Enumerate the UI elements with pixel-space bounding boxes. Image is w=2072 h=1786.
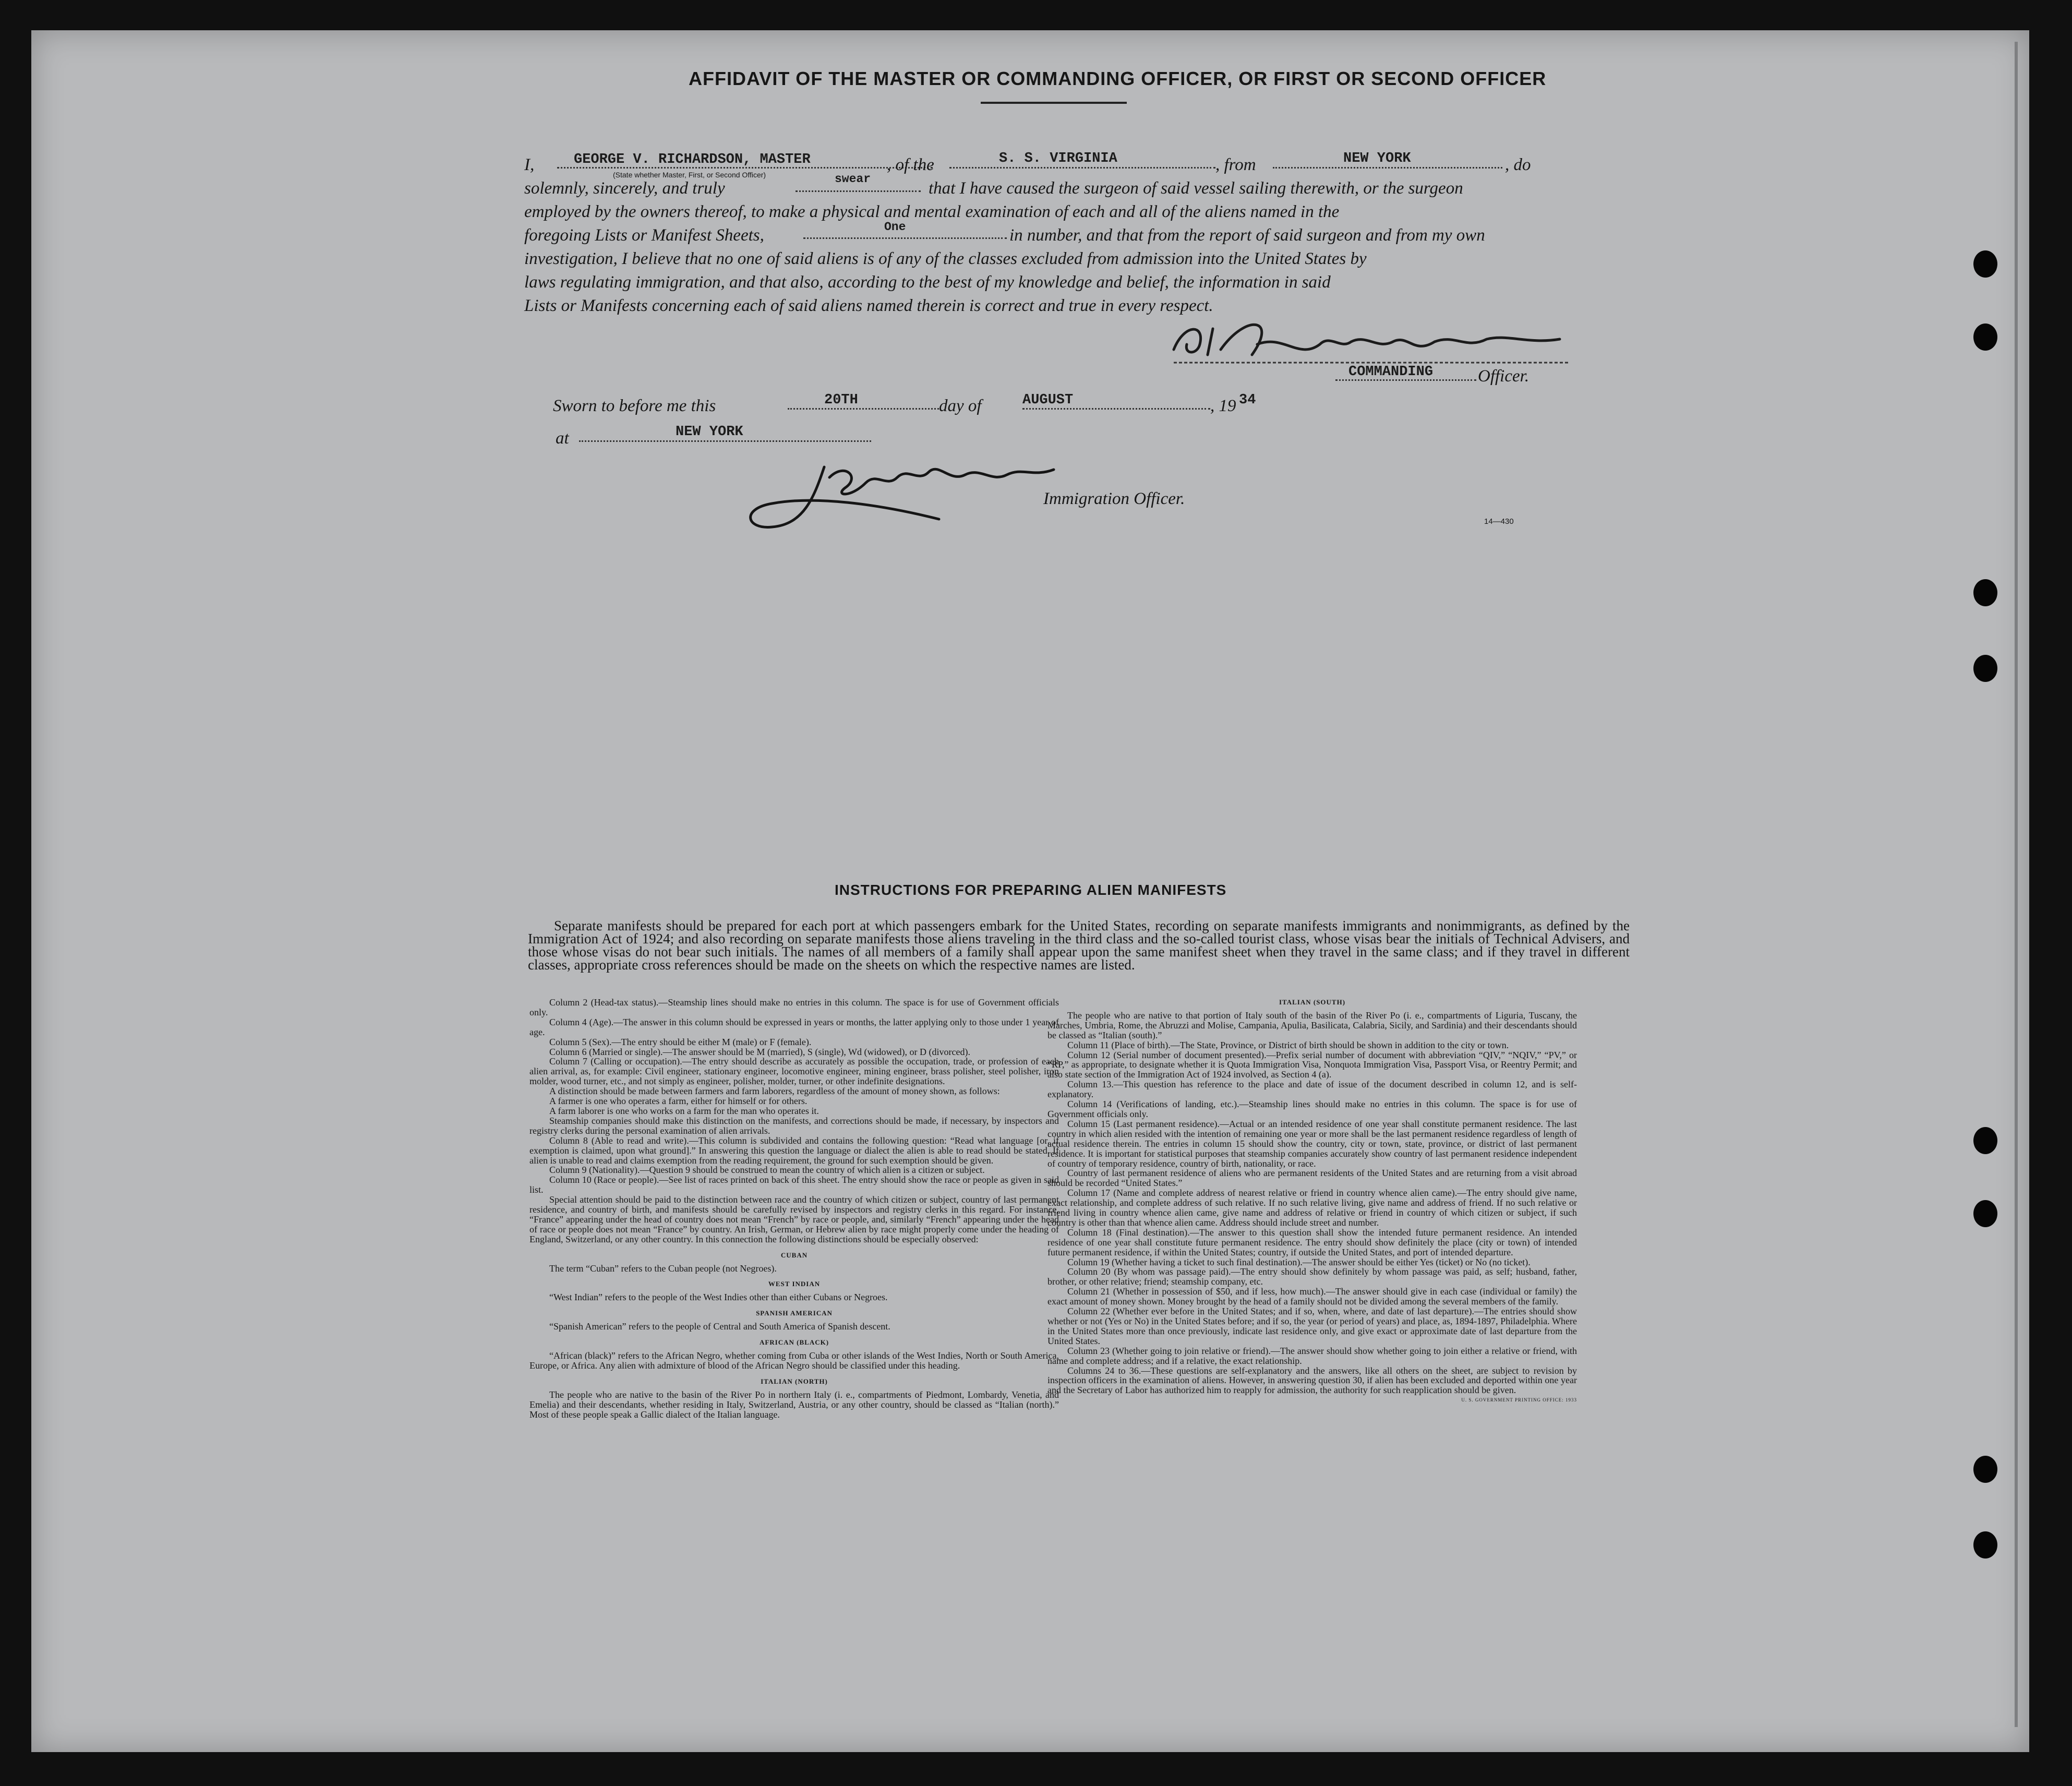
form-number: 14—430	[1484, 517, 1514, 526]
affidavit-title: AFFIDAVIT OF THE MASTER OR COMMANDING OFFICER, OR FIRST OR SECOND OFFICER	[689, 68, 1547, 89]
paragraph: Column 9 (Nationality).—Question 9 should be construed to mean the country of which alien is a citizen or subject.	[549, 1165, 985, 1176]
heading-spanish-american: SPANISH AMERICAN	[756, 1309, 833, 1317]
affidavit-line-3: employed by the owners thereof, to make a physical and mental examination of each and all of the aliens named in the	[524, 202, 1340, 221]
sworn-month: AUGUST	[1022, 392, 1074, 408]
binder-hole	[1973, 655, 1997, 682]
binder-hole	[1973, 1200, 1997, 1227]
immigration-officer-signature	[741, 446, 1064, 537]
of-the-text: , of the	[887, 155, 934, 174]
master-signature	[1163, 313, 1581, 370]
paragraph: Column 6 (Married or single).—The answer should be M (married), S (single), Wd (widowed), or D (divorced).	[549, 1046, 970, 1057]
manifest-count: One	[884, 220, 906, 234]
paragraph: Columns 24 to 36.—These questions are self-explanatory and the answers, like all others on the sheet, are subject to revision by inspection officers in the examination of aliens. However, in answering question 30, if alien has been excluded and deported within one year and the Secretary of Labor has authorized him to reapply for admission, the authority for such reapplication should be given.	[1047, 1365, 1577, 1396]
heading-italian-north: ITALIAN (NORTH)	[761, 1377, 828, 1385]
title-underline	[981, 102, 1127, 104]
departure-port: NEW YORK	[1343, 151, 1411, 166]
paragraph: Column 23 (Whether going to join relative or friend).—The answer should show whether going to join either a relative or friend, with name and complete address; and if a relative, the exact relationship.	[1047, 1345, 1577, 1366]
paragraph: “West Indian” refers to the people of the West Indies other than either Cubans or Negroes.	[549, 1292, 888, 1303]
affidavit-line-2	[524, 179, 725, 198]
instructions-right-column	[1047, 998, 1577, 1405]
paragraph: “African (black)” refers to the African Negro, whether coming from Cuba or other islands of the West Indies, North or South America, Europe, or Africa. Any alien with admixture of blood of the African Negro should be classified under this heading.	[529, 1350, 1059, 1371]
oath-underline	[796, 190, 921, 192]
binder-hole	[1973, 579, 1997, 606]
paragraph: Column 17 (Name and complete address of nearest relative or friend in country whence alien came).—The entry should give name, exact relationship, and complete address of such relative. If no such relative living, give name and address of friend. If no such relative or friend living in country whence alien came, give name and address of relative or friend in country of which citizen or subject, if such country is other than that whence alien came. Address should include street and number.	[1047, 1188, 1577, 1228]
immigration-officer-label: Immigration Officer.	[1043, 489, 1185, 508]
binder-hole	[1973, 1456, 1997, 1483]
paragraph: Column 14 (Verifications of landing, etc.).—Steamship lines should make no entries in this column. The space is for use of Government officials only.	[1047, 1099, 1577, 1119]
heading-cuban: CUBAN	[780, 1251, 808, 1259]
paragraph: Column 5 (Sex).—The entry should be either M (male) or F (female).	[549, 1036, 812, 1047]
paragraph: Column 19 (Whether having a ticket to such final destination).—The answer should be either Yes (ticket) or No (no ticket).	[1067, 1256, 1531, 1267]
paragraph: Special attention should be paid to the distinction between race and the country of which citizen or subject, country of last permanent residence, and country of birth, and manifests should be carefully revised by inspectors and registry clerks in this regard. For instance, “France” appearing under the head of country does not mean “French” by race or people, and, similarly “French” appearing under the head of race or people does not mean “France” by country. An Irish, German, or Hebrew alien by race might properly come under the heading of England, Switzerland, or any other country. In this connection the following distinctions should be especially observed:	[529, 1194, 1059, 1244]
officer-rank: COMMANDING	[1348, 364, 1433, 380]
officer-label: Officer.	[1478, 367, 1529, 386]
paragraph: Column 11 (Place of birth).—The State, Province, or District of birth should be shown in addition to the city or town.	[1067, 1039, 1509, 1050]
do-text: , do	[1505, 155, 1531, 174]
at-label: at	[556, 429, 569, 448]
affidavit-line-5: investigation, I believe that no one of said aliens is of any of the classes excluded from admission into the United States by	[524, 249, 1367, 268]
oath-verb: swear	[835, 172, 871, 186]
name-caption: (State whether Master, First, or Second Officer)	[613, 171, 766, 179]
month-underline	[1022, 408, 1210, 410]
heading-african: AFRICAN (BLACK)	[759, 1338, 829, 1347]
paragraph: “Spanish American” refers to the people of Central and South America of Spanish descent.	[549, 1321, 890, 1332]
paragraph: Column 10 (Race or people).—See list of races printed on back of this sheet. The entry should show the race or people as given in said list.	[529, 1174, 1059, 1195]
paragraph: Column 22 (Whether ever before in the United States; and if so, when, where, and date of last departure).—The entries should show whether or not (Yes or No) in the United States before; and if so, the year (or period of years) and place, as, 1894-1897, Philadelphia. Where in the United States more than once previously, indicate last residence only, and give exact or approximate date of last departure from the United States.	[1047, 1306, 1577, 1346]
paragraph: Column 13.—This question has reference to the place and date of issue of the document described in column 12, and is self-explanatory.	[1047, 1079, 1577, 1100]
binder-hole	[1973, 250, 1997, 278]
paragraph: Column 15 (Last permanent residence).—Actual or an intended residence of one year shall constitute permanent residence. The last country in which alien resided with the intention of remaining one year or more shall be the last permanent residence regardless of length of actual residence therein. The entries in column 15 should show the country, city or town, state, province, or district of last permanent residence. It is important for statistical purposes that steamship companies accurately show country of last permanent residence independent of country of temporary residence, country of birth, nationality, or race.	[1047, 1118, 1577, 1169]
line-2-before: solemnly, sincerely, and truly	[524, 179, 725, 198]
sheet-edge	[2015, 42, 2018, 1727]
vessel-name: S. S. VIRGINIA	[999, 151, 1117, 166]
day-of-text: day of	[939, 397, 982, 415]
year-suffix: 34	[1239, 392, 1256, 408]
place-underline	[579, 440, 871, 442]
instructions-title: INSTRUCTIONS FOR PREPARING ALIEN MANIFESTS	[835, 882, 1227, 898]
port-underline	[1273, 167, 1502, 169]
affidavit-line-7: Lists or Manifests concerning each of said aliens named therein is correct and true in every respect.	[524, 296, 1213, 315]
paragraph: Country of last permanent residence of aliens who are permanent residents of the United States and are returning from a visit abroad should be recorded “United States.”	[1047, 1168, 1577, 1189]
binder-hole	[1973, 1531, 1997, 1559]
paragraph: Column 4 (Age).—The answer in this column should be expressed in years or months, the latter applying only to those under 1 year of age.	[529, 1016, 1059, 1037]
affidavit-line-4: foregoing Lists or Manifest Sheets,	[524, 226, 764, 245]
affidavit-line-1	[524, 155, 534, 175]
from-text: , from	[1215, 155, 1256, 174]
paragraph: The people who are native to the basin of the River Po in northern Italy (i. e., compartments of Piedmont, Lombardy, Venetia, and Emelia) and their descendants, whether residing in Italy, Switzerland, Austria, or any other country, should be classed as “Italian (north).” Most of these people speak a Gallic dialect of the Italian language.	[529, 1389, 1059, 1420]
line-4-after: in number, and that from the report of said surgeon and from my own	[1009, 226, 1485, 245]
paragraph: A farm laborer is one who works on a farm for the man who operates it.	[549, 1105, 819, 1116]
paragraph: Column 12 (Serial number of document presented).—Prefix serial number of document with abbreviation “QIV,” “NQIV,” “PV,” or “RP,” as appropriate, to designate whether it is Quota Immigration Visa, Nonquota Immigration Visa, Passport Visa, or Reentry Permit; and also state section of the Immigration Act of 1924 involved, as Section 4 (a).	[1047, 1049, 1577, 1080]
officer-name: GEORGE V. RICHARDSON, MASTER	[574, 152, 811, 167]
paragraph: The people who are native to that portion of Italy south of the basin of the River Po (i. e., compartments of Liguria, Tuscany, the Marches, Umbria, Rome, the Abruzzi and Molise, Campania, Apulia, Basilicata, Calabria, Sicily, and Sardinia) and their descendants should be classed as “Italian (south).”	[1047, 1010, 1577, 1040]
sworn-prefix: Sworn to before me this	[553, 397, 716, 415]
paragraph: The term “Cuban” refers to the Cuban people (not Negroes).	[549, 1263, 777, 1274]
paragraph: Column 7 (Calling or occupation).—The entry should describe as accurately as possible the occupation, trade, or profession of each alien arrival, as, for example: Civil engineer, stationary engineer, locomotive engineer, mining engineer, brass polisher, steel polisher, iron molder, wood turner, etc., and not simply as engineer, polisher, molder, turner, or other indefinite designations.	[529, 1056, 1059, 1087]
paragraph: Column 8 (Able to read and write).—This column is subdivided and contains the following question: “Read what language [or, if exemption is claimed, upon what ground].” In answering this question the language or dialect the alien is able to read should be stated. If alien is unable to read and claims exemption from the reading requirement, the ground for such exemption should be given.	[529, 1135, 1059, 1166]
day-underline	[788, 408, 939, 410]
sworn-day: 20TH	[824, 392, 858, 408]
count-underline	[803, 237, 1007, 239]
paragraph: Column 18 (Final destination).—The answer to this question shall show the intended future permanent residence. An intended residence of one year shall constitute future permanent residence. The entry should show definitely the place (city or town) of intended future permanent residence, if within the United States; country, if outside the United States, and port of intended departure.	[1047, 1227, 1577, 1257]
sworn-place: NEW YORK	[676, 424, 743, 440]
instructions-left-column	[529, 998, 1059, 1419]
paragraph: Column 21 (Whether in possession of $50, and if less, how much).—The answer should give in each case (individual or family) the exact amount of money shown. Money brought by the head of a family should not be divided among the several members of the family.	[1047, 1286, 1577, 1307]
paragraph: Column 2 (Head-tax status).—Steamship lines should make no entries in this column. The space is for use of Government officials only.	[529, 997, 1059, 1017]
year-prefix: , 19	[1210, 397, 1236, 415]
instructions-intro: Separate manifests should be prepared for each port at which passengers embark for the United States, recording on separate manifests immigrants and nonimmigrants, as defined by the Immigration Act of 1924; and also recording on separate manifests those aliens traveling in the third class and the so-called tourist class, whose visas bear the initials of Technical Advisers, and those whose visas do not bear such initials. The names of all members of a family shall appear upon the same manifest sheet when they travel in the same class; and if they travel in different classes, appropriate cross references should be made on the sheets on which the respective names are listed.	[528, 918, 1630, 973]
vessel-underline	[949, 167, 1215, 169]
line-2-after: that I have caused the surgeon of said vessel sailing therewith, or the surgeon	[929, 179, 1463, 198]
binder-hole	[1973, 1127, 1997, 1154]
paragraph: A farmer is one who operates a farm, either for himself or for others.	[549, 1096, 808, 1107]
heading-italian-south: ITALIAN (SOUTH)	[1279, 998, 1346, 1006]
affidavit-line-6: laws regulating immigration, and that also, according to the best of my knowledge and belief, the information in said	[524, 273, 1331, 292]
paragraph: Steamship companies should make this distinction on the manifests, and corrections should be made, if necessary, by inspectors and registry clerks during the personal examination of alien arrivals.	[529, 1115, 1059, 1136]
binder-hole	[1973, 323, 1997, 351]
heading-west-indian: WEST INDIAN	[768, 1280, 821, 1288]
printer-imprint: U. S. GOVERNMENT PRINTING OFFICE: 1933	[1461, 1397, 1577, 1403]
paragraph: A distinction should be made between farmers and farm laborers, regardless of the amount of money shown, as follows:	[549, 1086, 1000, 1097]
paragraph: Column 20 (By whom was passage paid).—The entry should show definitely by whom passage was paid, as self; husband, father, brother, or other relative; friend; steamship company, etc.	[1047, 1266, 1577, 1287]
affidavit-prefix: I,	[524, 155, 535, 174]
